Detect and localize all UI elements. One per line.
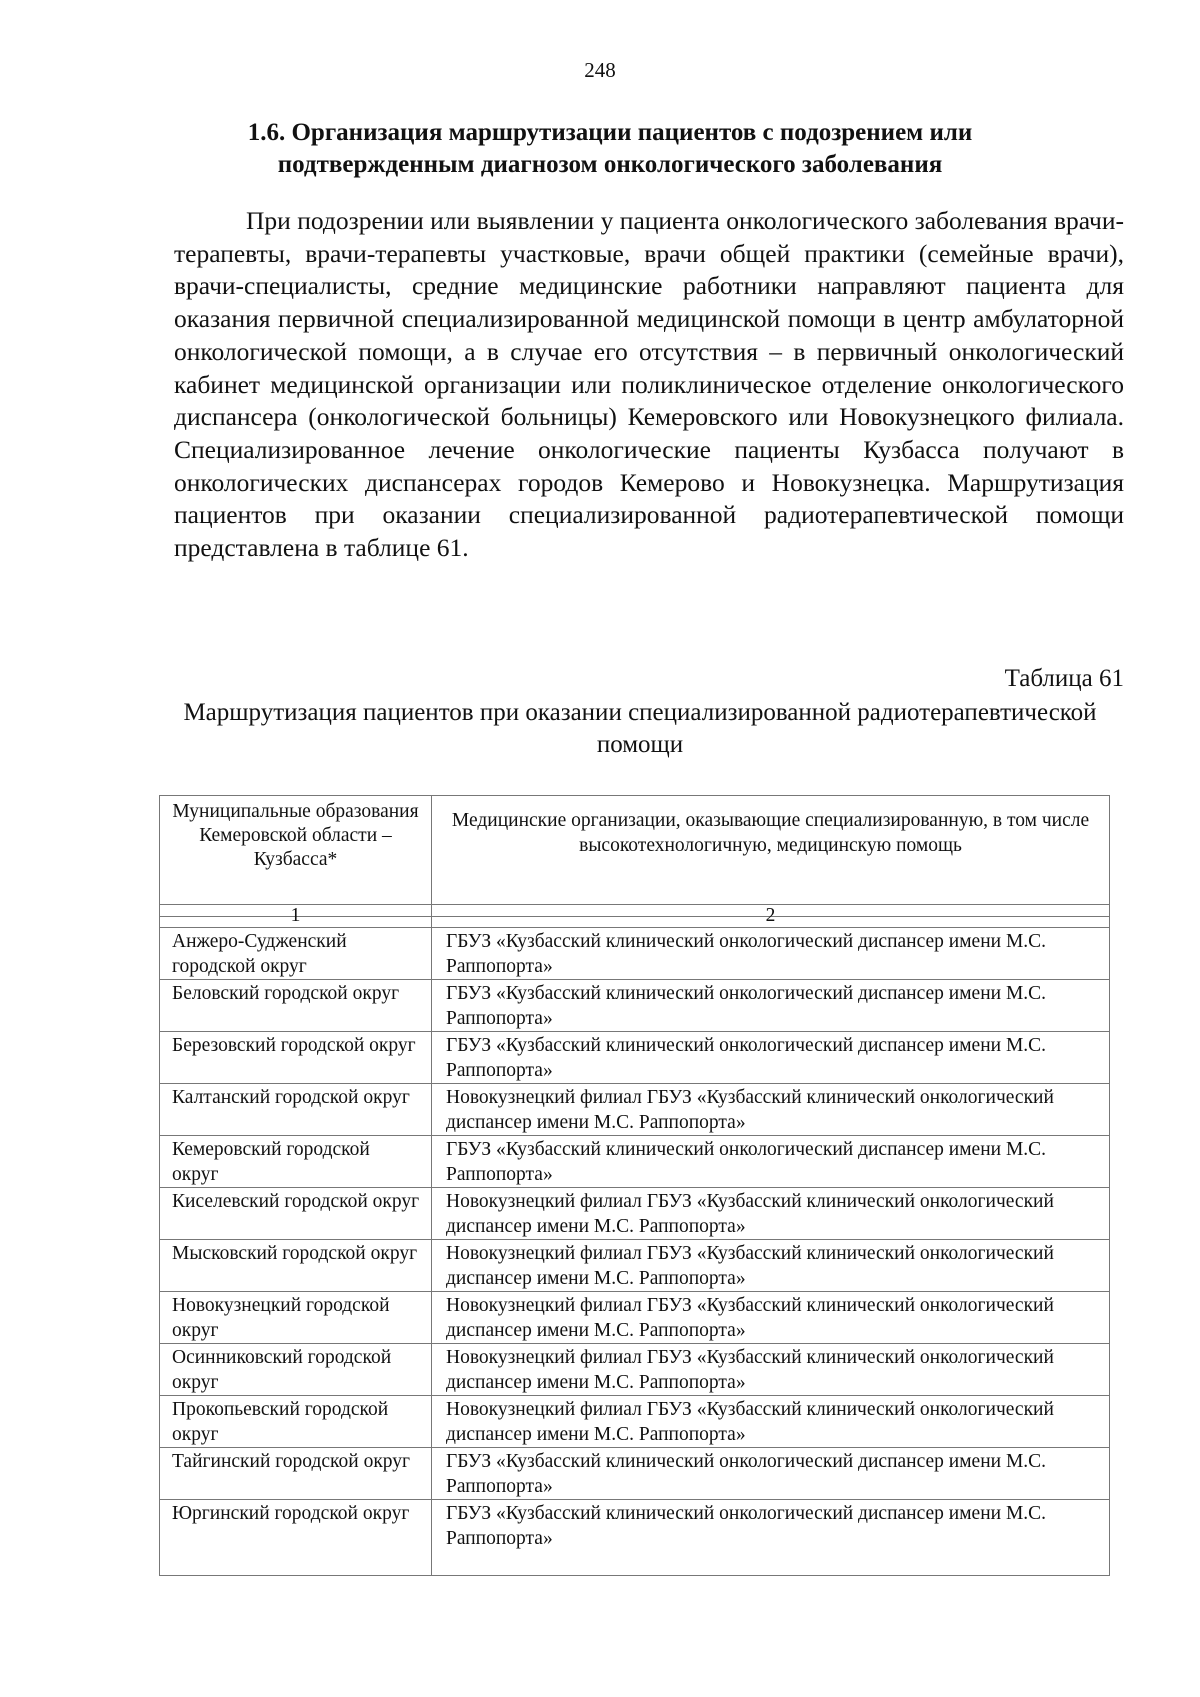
column-number: 2 <box>432 905 1110 928</box>
municipality-cell: Березовский городской округ <box>160 1032 432 1084</box>
organization-cell: Новокузнецкий филиал ГБУЗ «Кузбасский клинический онкологический диспансер имени М.С. Раппопорта» <box>432 1344 1110 1396</box>
municipality-cell: Прокопьевский городской округ <box>160 1396 432 1448</box>
table-row <box>160 1188 1110 1240</box>
municipality-cell: Мысковский городской округ <box>160 1240 432 1292</box>
body-paragraph-block <box>174 205 1124 565</box>
column-number-row <box>160 905 1110 928</box>
table-row <box>160 1448 1110 1500</box>
municipality-cell: Тайгинский городской округ <box>160 1448 432 1500</box>
municipality-cell: Осинниковский городской округ <box>160 1344 432 1396</box>
table-row <box>160 1344 1110 1396</box>
table-header <box>159 795 1110 917</box>
municipality-cell: Беловский городской округ <box>160 980 432 1032</box>
organization-cell: Новокузнецкий филиал ГБУЗ «Кузбасский клинический онкологический диспансер имени М.С. Раппопорта» <box>432 1240 1110 1292</box>
body-paragraph: При подозрении или выявлении у пациента онкологического заболевания врачи-терапевты, врачи-терапевты участковые, врачи общей практики (семейные врачи), врачи-специалисты, средние медицинские работники направляют пациента для оказания первичной специализированной медицинской помощи в центр амбулаторной онкологической помощи, а в случае его отсутствия – в первичный онкологический кабинет медицинской организации или поликлиническое отделение онкологического диспансера (онкологической больницы) Кемеровского или Новокузнецкого филиала. Специализированное лечение онкологические пациенты Кузбасса получают в онкологических диспансерах городов Кемерово и Новокузнецка. Маршрутизация пациентов при оказании специализированной радиотерапевтической помощи представлена в таблице 61. <box>174 206 1124 563</box>
organization-cell: ГБУЗ «Кузбасский клинический онкологический диспансер имени М.С. Раппопорта» <box>432 1032 1110 1084</box>
column-number: 1 <box>160 905 432 928</box>
municipality-cell: Калтанский городской округ <box>160 1084 432 1136</box>
table-row <box>160 1396 1110 1448</box>
section-heading: 1.6. Организация маршрутизации пациентов с подозрением или подтвержденным диагнозом онкологического заболевания <box>247 119 973 178</box>
organization-cell: Новокузнецкий филиал ГБУЗ «Кузбасский клинический онкологический диспансер имени М.С. Раппопорта» <box>432 1292 1110 1344</box>
column-header-municipality: Муниципальные образования Кемеровской области – Кузбасса* <box>160 796 432 917</box>
table-row <box>160 1136 1110 1188</box>
municipality-cell: Новокузнецкий городской округ <box>160 1292 432 1344</box>
table-row <box>160 928 1110 980</box>
municipality-cell: Кемеровский городской округ <box>160 1136 432 1188</box>
organization-cell: Новокузнецкий филиал ГБУЗ «Кузбасский клинический онкологический диспансер имени М.С. Раппопорта» <box>432 1188 1110 1240</box>
table-row <box>160 1500 1110 1576</box>
municipality-cell: Анжеро-Судженский городской округ <box>160 928 432 980</box>
organization-cell: ГБУЗ «Кузбасский клинический онкологический диспансер имени М.С. Раппопорта» <box>432 928 1110 980</box>
table-title: Маршрутизация пациентов при оказании специализированной радиотерапевтической помощи <box>183 699 1097 758</box>
table-row <box>160 1240 1110 1292</box>
table-row <box>160 1084 1110 1136</box>
organization-cell: ГБУЗ «Кузбасский клинический онкологический диспансер имени М.С. Раппопорта» <box>432 980 1110 1032</box>
municipality-cell: Киселевский городской округ <box>160 1188 432 1240</box>
organization-cell: ГБУЗ «Кузбасский клинический онкологический диспансер имени М.С. Раппопорта» <box>432 1448 1110 1500</box>
municipality-cell: Юргинский городской округ <box>160 1500 432 1576</box>
table-label: Таблица 61 <box>1004 665 1124 692</box>
table-row <box>160 980 1110 1032</box>
column-header-organization: Медицинские организации, оказывающие специализированную, в том числе высокотехнологичную, медицинскую помощь <box>432 796 1110 917</box>
page-number: 248 <box>584 58 616 82</box>
table-row <box>160 1292 1110 1344</box>
organization-cell: ГБУЗ «Кузбасский клинический онкологический диспансер имени М.С. Раппопорта» <box>432 1500 1110 1576</box>
table-row <box>160 1032 1110 1084</box>
organization-cell: Новокузнецкий филиал ГБУЗ «Кузбасский клинический онкологический диспансер имени М.С. Раппопорта» <box>432 1084 1110 1136</box>
routing-table <box>159 904 1110 1576</box>
organization-cell: ГБУЗ «Кузбасский клинический онкологический диспансер имени М.С. Раппопорта» <box>432 1136 1110 1188</box>
organization-cell: Новокузнецкий филиал ГБУЗ «Кузбасский клинический онкологический диспансер имени М.С. Раппопорта» <box>432 1396 1110 1448</box>
